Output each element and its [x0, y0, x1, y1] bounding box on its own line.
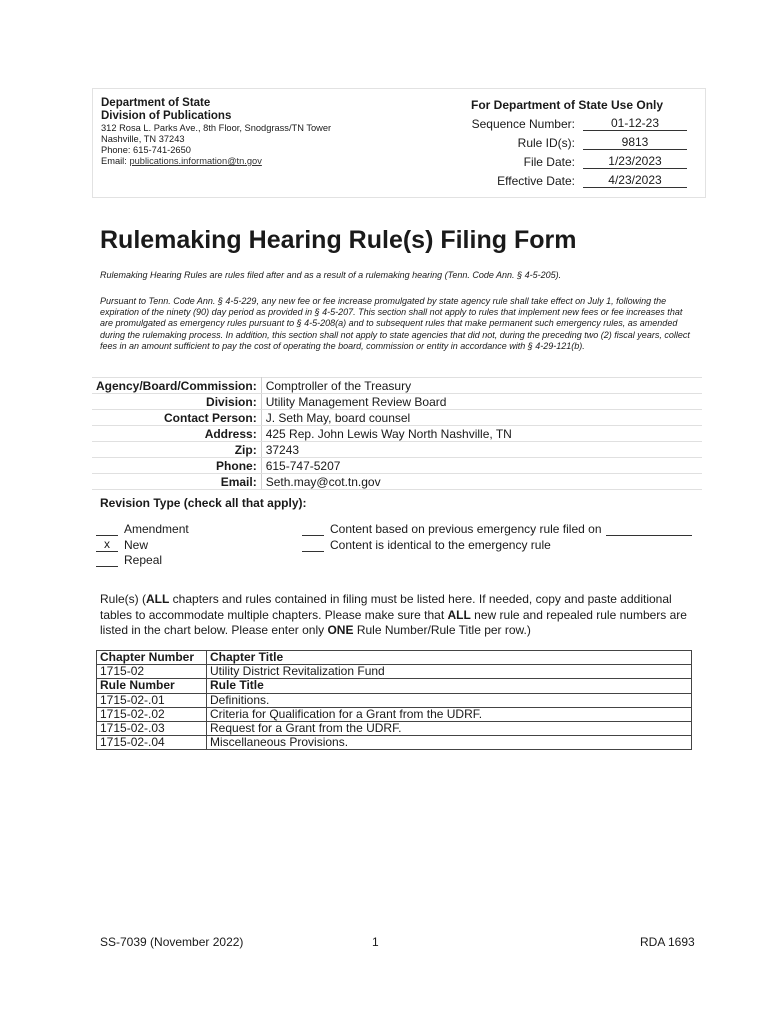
revision-content-previous[interactable]: [302, 522, 692, 536]
agency-label: Email:: [92, 474, 261, 490]
agency-value: Seth.may@cot.tn.gov: [261, 474, 702, 490]
rules-emphasis: ALL: [146, 592, 170, 606]
rules-text: chapters and rules contained in filing must be listed here. If needed, copy and paste additional tables to accommodate multiple chapters. Please make sure that: [100, 592, 672, 622]
division-name: Division of Publications: [101, 110, 232, 122]
office-use-title: For Department of State Use Only: [471, 98, 664, 112]
agency-value: 615-747-5207: [261, 458, 702, 474]
table-row: [97, 707, 692, 721]
agency-row: [92, 378, 702, 394]
department-city: Nashville, TN 37243: [101, 134, 185, 144]
agency-label: Zip:: [92, 442, 261, 458]
chapter-number-header: Chapter Number: [97, 651, 207, 665]
agency-value: Comptroller of the Treasury: [261, 378, 702, 394]
email-label: Email:: [101, 156, 127, 166]
revision-label: New: [124, 538, 149, 552]
rules-text: Rule Number/Rule Title per row.): [353, 623, 531, 637]
agency-value: Utility Management Review Board: [261, 394, 702, 410]
revision-label: Content is identical to the emergency rule: [330, 538, 551, 552]
office-value: 9813: [583, 135, 687, 150]
footer-page-number: 1: [372, 935, 379, 949]
department-phone: Phone: 615-741-2650: [101, 145, 191, 155]
rule-title: Request for a Grant from the UDRF.: [207, 721, 692, 735]
agency-row: [92, 442, 702, 458]
department-email-link[interactable]: publications.information@tn.gov: [129, 156, 262, 166]
form-title: Rulemaking Hearing Rule(s) Filing Form: [100, 226, 577, 254]
office-row-file-date: [459, 151, 699, 170]
revision-amendment[interactable]: [96, 522, 189, 536]
check-blank[interactable]: [302, 522, 324, 536]
office-row-rule-id: [459, 132, 699, 151]
office-label: Effective Date:: [497, 174, 575, 188]
agency-value: 37243: [261, 442, 702, 458]
rule-title-header: Rule Title: [207, 679, 692, 693]
revision-content-identical[interactable]: [302, 538, 551, 552]
department-name: Department of State: [101, 97, 211, 109]
chapter-title-header: Chapter Title: [207, 651, 692, 665]
department-email-line: [101, 156, 401, 167]
office-label: File Date:: [523, 155, 575, 169]
rules-instructions: [100, 592, 692, 639]
agency-label: Division:: [92, 394, 261, 410]
rule-number: 1715-02-.03: [97, 721, 207, 735]
rules-table: [96, 650, 692, 750]
rule-number-header: Rule Number: [97, 679, 207, 693]
rules-text: new rule and repealed rule numbers are listed in the chart below. Please enter only: [100, 607, 687, 637]
agency-label: Contact Person:: [92, 410, 261, 426]
department-info: [101, 97, 401, 167]
header-box: [92, 88, 706, 198]
chapter-header-row: [97, 651, 692, 665]
agency-label: Phone:: [92, 458, 261, 474]
office-use-block: [459, 97, 699, 189]
rule-title: Criteria for Qualification for a Grant from the UDRF.: [207, 707, 692, 721]
check-blank[interactable]: [96, 522, 118, 536]
agency-row: [92, 394, 702, 410]
rule-number: 1715-02-.04: [97, 736, 207, 750]
agency-row: [92, 410, 702, 426]
department-address: 312 Rosa L. Parks Ave., 8th Floor, Snodgrass/TN Tower: [101, 123, 332, 133]
agency-label: Agency/Board/Commission:: [92, 378, 261, 394]
pursuant-paragraph: Pursuant to Tenn. Code Ann. § 4-5-229, any new fee or fee increase promulgated by state agency rule shall take effect on July 1, following the expiration of the ninety (90) day period as provided in § 4-5-207. This section shall not apply to rules that implement new fees or fee increases that are promulgated as emergency rules pursuant to § 4-5-208(a) and to subsequent rules that make permanent such emergency rules, as amended during the rulemaking process. In addition, this section shall not apply to state agencies that did not, during the preceding two (2) fiscal years, collect fees in an amount sufficient to pay the cost of operating the board, commission or entity in accordance with § 4-29-121(b).: [100, 296, 690, 351]
office-label: Rule ID(s):: [517, 136, 575, 150]
rules-emphasis: ALL: [447, 607, 471, 622]
revision-type-title: Revision Type (check all that apply):: [100, 496, 307, 510]
footer-form-id: SS-7039 (November 2022): [100, 935, 244, 949]
revision-label: Content based on previous emergency rule filed on: [330, 522, 602, 536]
table-row: [97, 721, 692, 735]
table-row: [97, 736, 692, 750]
rule-header-row: [97, 679, 692, 693]
rule-title: Miscellaneous Provisions.: [207, 736, 692, 750]
office-row-sequence: [459, 113, 699, 132]
agency-value: J. Seth May, board counsel: [261, 410, 702, 426]
revision-new[interactable]: [96, 538, 148, 552]
office-label: Sequence Number:: [471, 117, 575, 131]
footer-rda: RDA 1693: [640, 935, 695, 949]
rule-number: 1715-02-.01: [97, 693, 207, 707]
office-value: 4/23/2023: [583, 173, 687, 188]
rules-emphasis: ONE: [327, 623, 354, 637]
check-blank[interactable]: [96, 553, 118, 567]
rule-title: Definitions.: [207, 693, 692, 707]
revision-label: Repeal: [124, 553, 163, 567]
rules-text: Rule(s) (: [100, 592, 147, 606]
emergency-date-blank[interactable]: [606, 522, 692, 536]
check-blank[interactable]: [302, 538, 324, 552]
agency-value: 425 Rep. John Lewis Way North Nashville, TN: [261, 426, 702, 442]
table-row: [97, 693, 692, 707]
agency-table: [92, 377, 702, 490]
office-row-effective-date: [459, 170, 699, 189]
chapter-row: [97, 665, 692, 679]
chapter-title: Utility District Revitalization Fund: [207, 665, 692, 679]
office-value: 1/23/2023: [583, 154, 687, 169]
form-subtitle: Rulemaking Hearing Rules are rules filed after and as a result of a rulemaking hearing (Tenn. Code Ann. § 4-5-205).: [100, 270, 562, 280]
agency-row: [92, 458, 702, 474]
check-blank[interactable]: x: [96, 538, 118, 552]
revision-label: Amendment: [124, 522, 189, 536]
rule-number: 1715-02-.02: [97, 707, 207, 721]
chapter-number: 1715-02: [97, 665, 207, 679]
agency-label: Address:: [92, 426, 261, 442]
agency-row: [92, 426, 702, 442]
office-value: 01-12-23: [583, 116, 687, 131]
agency-row: [92, 474, 702, 490]
revision-repeal[interactable]: [96, 553, 162, 567]
